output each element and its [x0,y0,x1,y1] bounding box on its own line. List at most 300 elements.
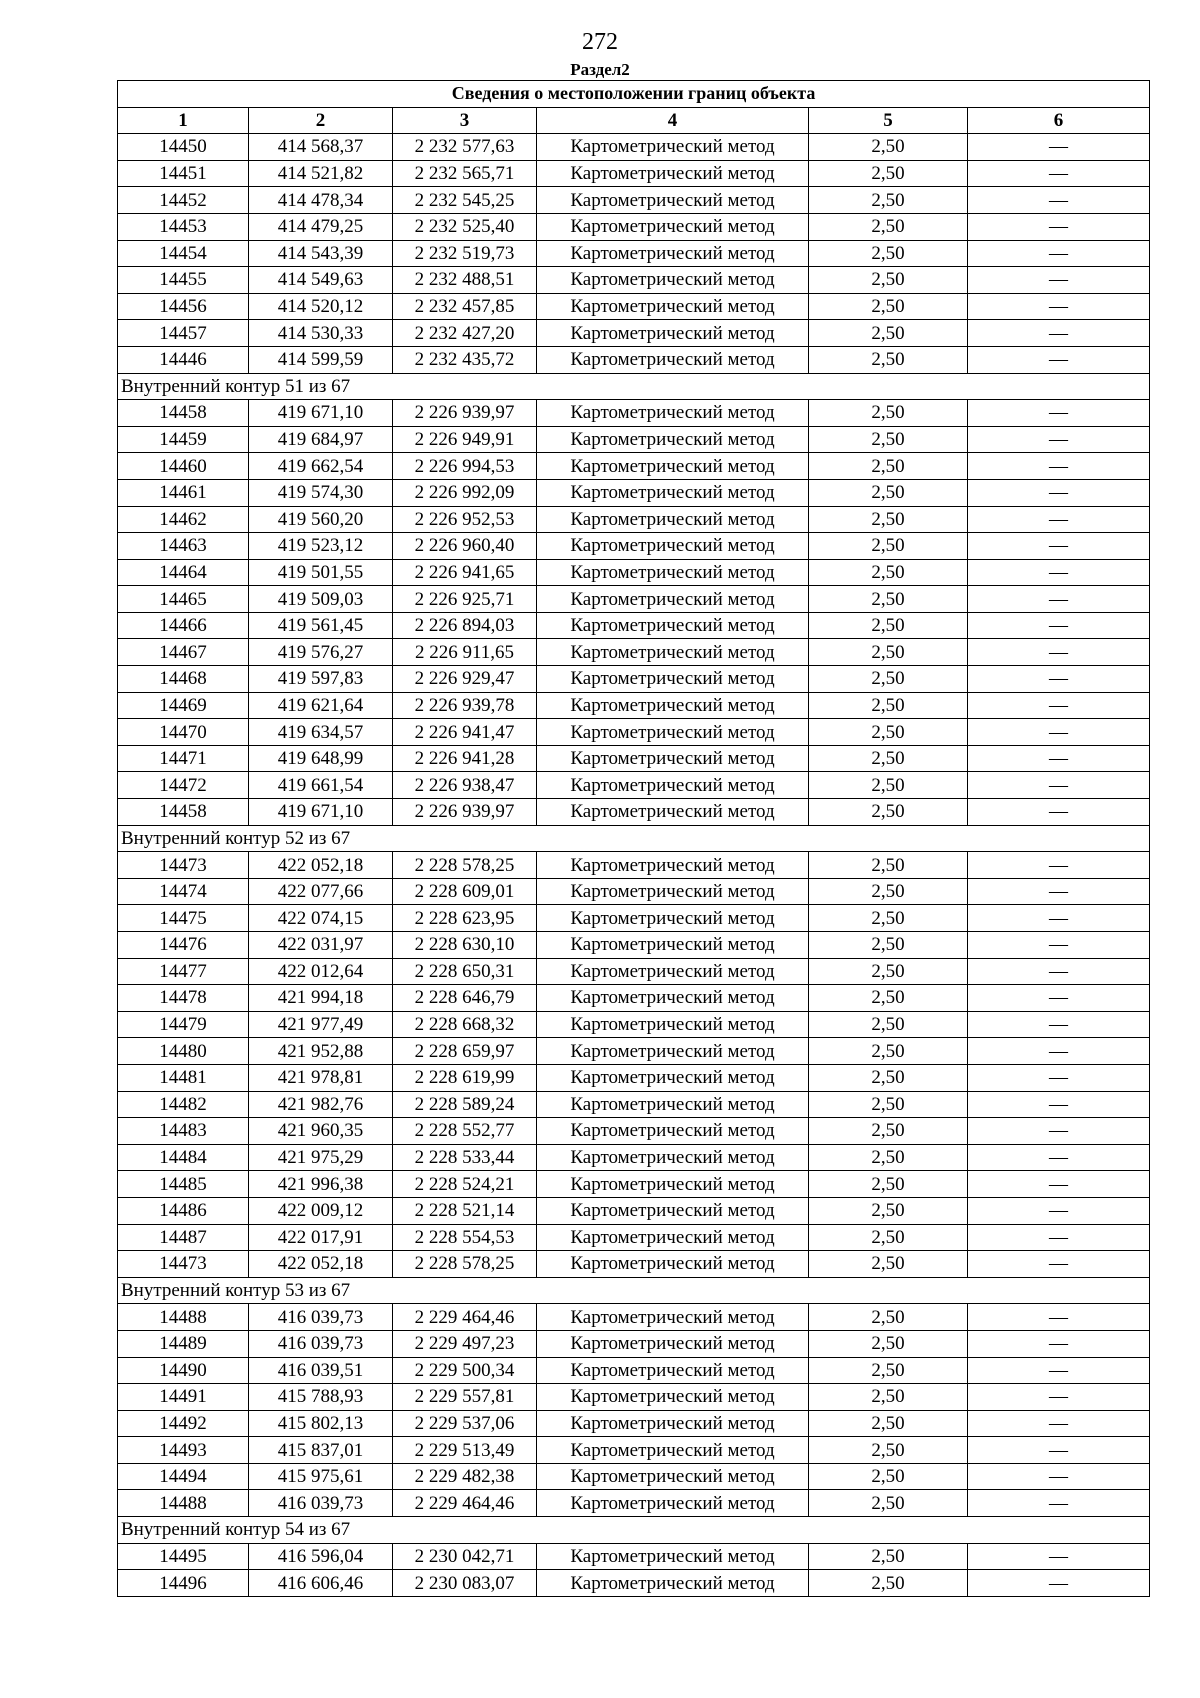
y-coordinate-cell: 2 226 939,97 [393,400,537,427]
method-cell: Картометрический метод [537,453,809,480]
method-cell: Картометрический метод [537,267,809,294]
description-cell: — [968,639,1150,666]
table-row [118,1357,1150,1384]
accuracy-cell: 2,50 [809,426,968,453]
x-coordinate-cell: 415 837,01 [249,1437,393,1464]
accuracy-cell: 2,50 [809,666,968,693]
point-number-cell: 14495 [118,1543,249,1570]
table-row [118,772,1150,799]
description-cell: — [968,1171,1150,1198]
y-coordinate-cell: 2 228 552,77 [393,1118,537,1145]
y-coordinate-cell: 2 229 464,46 [393,1304,537,1331]
description-cell: — [968,267,1150,294]
x-coordinate-cell: 422 017,91 [249,1224,393,1251]
table-row [118,267,1150,294]
y-coordinate-cell: 2 232 488,51 [393,267,537,294]
x-coordinate-cell: 421 975,29 [249,1144,393,1171]
contour-title: Внутренний контур 53 из 67 [118,1277,1150,1304]
y-coordinate-cell: 2 226 941,65 [393,559,537,586]
y-coordinate-cell: 2 228 668,32 [393,1011,537,1038]
method-cell: Картометрический метод [537,958,809,985]
method-cell: Картометрический метод [537,1038,809,1065]
table-row [118,1171,1150,1198]
table-row [118,1091,1150,1118]
accuracy-cell: 2,50 [809,293,968,320]
description-cell: — [968,1251,1150,1278]
y-coordinate-cell: 2 229 513,49 [393,1437,537,1464]
method-cell: Картометрический метод [537,1543,809,1570]
accuracy-cell: 2,50 [809,1304,968,1331]
accuracy-cell: 2,50 [809,878,968,905]
x-coordinate-cell: 414 521,82 [249,160,393,187]
accuracy-cell: 2,50 [809,719,968,746]
x-coordinate-cell: 421 960,35 [249,1118,393,1145]
description-cell: — [968,772,1150,799]
description-cell: — [968,1384,1150,1411]
x-coordinate-cell: 419 661,54 [249,772,393,799]
description-cell: — [968,1490,1150,1517]
x-coordinate-cell: 414 549,63 [249,267,393,294]
point-number-cell: 14465 [118,586,249,613]
method-cell: Картометрический метод [537,586,809,613]
accuracy-cell: 2,50 [809,1251,968,1278]
accuracy-cell: 2,50 [809,1144,968,1171]
table-row [118,1064,1150,1091]
method-cell: Картометрический метод [537,1304,809,1331]
point-number-cell: 14476 [118,932,249,959]
accuracy-cell: 2,50 [809,1384,968,1411]
method-cell: Картометрический метод [537,1410,809,1437]
point-number-cell: 14462 [118,506,249,533]
x-coordinate-cell: 422 074,15 [249,905,393,932]
y-coordinate-cell: 2 232 577,63 [393,134,537,161]
x-coordinate-cell: 419 662,54 [249,453,393,480]
method-cell: Картометрический метод [537,187,809,214]
y-coordinate-cell: 2 229 497,23 [393,1330,537,1357]
x-coordinate-cell: 422 012,64 [249,958,393,985]
description-cell: — [968,559,1150,586]
x-coordinate-cell: 419 671,10 [249,799,393,826]
accuracy-cell: 2,50 [809,1570,968,1597]
table-row [118,692,1150,719]
y-coordinate-cell: 2 230 083,07 [393,1570,537,1597]
accuracy-cell: 2,50 [809,533,968,560]
point-number-cell: 14459 [118,426,249,453]
method-cell: Картометрический метод [537,1224,809,1251]
table-row [118,1197,1150,1224]
x-coordinate-cell: 419 576,27 [249,639,393,666]
y-coordinate-cell: 2 228 521,14 [393,1197,537,1224]
method-cell: Картометрический метод [537,878,809,905]
accuracy-cell: 2,50 [809,160,968,187]
y-coordinate-cell: 2 226 960,40 [393,533,537,560]
table-row [118,1038,1150,1065]
y-coordinate-cell: 2 229 557,81 [393,1384,537,1411]
point-number-cell: 14489 [118,1330,249,1357]
y-coordinate-cell: 2 228 589,24 [393,1091,537,1118]
contour-title: Внутренний контур 54 из 67 [118,1517,1150,1544]
table-row [118,1144,1150,1171]
contour-header-row [118,373,1150,400]
table-row [118,878,1150,905]
accuracy-cell: 2,50 [809,905,968,932]
accuracy-cell: 2,50 [809,267,968,294]
y-coordinate-cell: 2 232 457,85 [393,293,537,320]
table-row [118,453,1150,480]
x-coordinate-cell: 416 039,51 [249,1357,393,1384]
point-number-cell: 14454 [118,240,249,267]
point-number-cell: 14493 [118,1437,249,1464]
x-coordinate-cell: 414 568,37 [249,134,393,161]
method-cell: Картометрический метод [537,932,809,959]
method-cell: Картометрический метод [537,479,809,506]
table-row [118,719,1150,746]
y-coordinate-cell: 2 228 578,25 [393,852,537,879]
point-number-cell: 14470 [118,719,249,746]
method-cell: Картометрический метод [537,692,809,719]
y-coordinate-cell: 2 228 554,53 [393,1224,537,1251]
method-cell: Картометрический метод [537,852,809,879]
x-coordinate-cell: 419 634,57 [249,719,393,746]
point-number-cell: 14473 [118,852,249,879]
description-cell: — [968,426,1150,453]
table-row [118,639,1150,666]
y-coordinate-cell: 2 226 894,03 [393,612,537,639]
y-coordinate-cell: 2 226 939,97 [393,799,537,826]
description-cell: — [968,1304,1150,1331]
method-cell: Картометрический метод [537,1011,809,1038]
table-row [118,1224,1150,1251]
description-cell: — [968,905,1150,932]
x-coordinate-cell: 414 520,12 [249,293,393,320]
column-header-4: 4 [537,107,809,134]
y-coordinate-cell: 2 226 992,09 [393,479,537,506]
method-cell: Картометрический метод [537,1197,809,1224]
y-coordinate-cell: 2 232 435,72 [393,346,537,373]
accuracy-cell: 2,50 [809,745,968,772]
description-cell: — [968,852,1150,879]
point-number-cell: 14455 [118,267,249,294]
accuracy-cell: 2,50 [809,1357,968,1384]
point-number-cell: 14458 [118,400,249,427]
description-cell: — [968,187,1150,214]
accuracy-cell: 2,50 [809,852,968,879]
point-number-cell: 14468 [118,666,249,693]
method-cell: Картометрический метод [537,160,809,187]
point-number-cell: 14496 [118,1570,249,1597]
description-cell: — [968,400,1150,427]
x-coordinate-cell: 416 039,73 [249,1490,393,1517]
y-coordinate-cell: 2 228 533,44 [393,1144,537,1171]
y-coordinate-cell: 2 226 941,28 [393,745,537,772]
method-cell: Картометрический метод [537,1118,809,1145]
accuracy-cell: 2,50 [809,985,968,1012]
point-number-cell: 14453 [118,213,249,240]
table-row [118,1251,1150,1278]
description-cell: — [968,293,1150,320]
accuracy-cell: 2,50 [809,586,968,613]
description-cell: — [968,1197,1150,1224]
description-cell: — [968,134,1150,161]
table-body [118,134,1150,1597]
y-coordinate-cell: 2 229 482,38 [393,1463,537,1490]
contour-title: Внутренний контур 52 из 67 [118,825,1150,852]
accuracy-cell: 2,50 [809,612,968,639]
description-cell: — [968,1064,1150,1091]
point-number-cell: 14478 [118,985,249,1012]
y-coordinate-cell: 2 228 578,25 [393,1251,537,1278]
accuracy-cell: 2,50 [809,772,968,799]
table-row [118,905,1150,932]
method-cell: Картометрический метод [537,772,809,799]
table-row [118,479,1150,506]
y-coordinate-cell: 2 228 646,79 [393,985,537,1012]
table-row [118,506,1150,533]
point-number-cell: 14481 [118,1064,249,1091]
description-cell: — [968,240,1150,267]
accuracy-cell: 2,50 [809,134,968,161]
table-row [118,666,1150,693]
description-cell: — [968,612,1150,639]
description-cell: — [968,160,1150,187]
accuracy-cell: 2,50 [809,1410,968,1437]
contour-header-row [118,1517,1150,1544]
description-cell: — [968,213,1150,240]
description-cell: — [968,346,1150,373]
point-number-cell: 14482 [118,1091,249,1118]
column-header-6: 6 [968,107,1150,134]
description-cell: — [968,479,1150,506]
column-header-3: 3 [393,107,537,134]
method-cell: Картометрический метод [537,1570,809,1597]
table-row [118,1410,1150,1437]
description-cell: — [968,958,1150,985]
x-coordinate-cell: 419 561,45 [249,612,393,639]
accuracy-cell: 2,50 [809,1064,968,1091]
method-cell: Картометрический метод [537,1384,809,1411]
table-row [118,799,1150,826]
method-cell: Картометрический метод [537,639,809,666]
accuracy-cell: 2,50 [809,932,968,959]
x-coordinate-cell: 416 606,46 [249,1570,393,1597]
description-cell: — [968,1118,1150,1145]
point-number-cell: 14479 [118,1011,249,1038]
accuracy-cell: 2,50 [809,213,968,240]
point-number-cell: 14486 [118,1197,249,1224]
accuracy-cell: 2,50 [809,1171,968,1198]
x-coordinate-cell: 419 501,55 [249,559,393,586]
x-coordinate-cell: 422 009,12 [249,1197,393,1224]
table-row [118,293,1150,320]
contour-title: Внутренний контур 51 из 67 [118,373,1150,400]
x-coordinate-cell: 421 996,38 [249,1171,393,1198]
x-coordinate-cell: 422 052,18 [249,1251,393,1278]
point-number-cell: 14466 [118,612,249,639]
point-number-cell: 14460 [118,453,249,480]
accuracy-cell: 2,50 [809,692,968,719]
table-row [118,187,1150,214]
description-cell: — [968,1330,1150,1357]
table-row [118,1490,1150,1517]
y-coordinate-cell: 2 228 659,97 [393,1038,537,1065]
y-coordinate-cell: 2 230 042,71 [393,1543,537,1570]
point-number-cell: 14464 [118,559,249,586]
table-row [118,612,1150,639]
description-cell: — [968,453,1150,480]
point-number-cell: 14472 [118,772,249,799]
y-coordinate-cell: 2 226 929,47 [393,666,537,693]
accuracy-cell: 2,50 [809,320,968,347]
y-coordinate-cell: 2 229 537,06 [393,1410,537,1437]
contour-header-row [118,825,1150,852]
column-header-5: 5 [809,107,968,134]
accuracy-cell: 2,50 [809,1437,968,1464]
table-row [118,985,1150,1012]
y-coordinate-cell: 2 226 925,71 [393,586,537,613]
x-coordinate-cell: 419 509,03 [249,586,393,613]
accuracy-cell: 2,50 [809,799,968,826]
point-number-cell: 14477 [118,958,249,985]
x-coordinate-cell: 414 543,39 [249,240,393,267]
y-coordinate-cell: 2 228 650,31 [393,958,537,985]
table-row [118,559,1150,586]
page-number: 272 [582,29,618,55]
y-coordinate-cell: 2 232 525,40 [393,213,537,240]
method-cell: Картометрический метод [537,293,809,320]
accuracy-cell: 2,50 [809,1091,968,1118]
accuracy-cell: 2,50 [809,1330,968,1357]
point-number-cell: 14473 [118,1251,249,1278]
x-coordinate-cell: 415 802,13 [249,1410,393,1437]
table-row [118,400,1150,427]
accuracy-cell: 2,50 [809,639,968,666]
description-cell: — [968,799,1150,826]
table-caption: Сведения о местоположении границ объекта [118,81,1150,108]
point-number-cell: 14487 [118,1224,249,1251]
method-cell: Картометрический метод [537,1091,809,1118]
table-row [118,213,1150,240]
y-coordinate-cell: 2 228 623,95 [393,905,537,932]
point-number-cell: 14494 [118,1463,249,1490]
y-coordinate-cell: 2 226 994,53 [393,453,537,480]
x-coordinate-cell: 414 599,59 [249,346,393,373]
method-cell: Картометрический метод [537,533,809,560]
method-cell: Картометрический метод [537,506,809,533]
description-cell: — [968,586,1150,613]
y-coordinate-cell: 2 226 952,53 [393,506,537,533]
table-row [118,1304,1150,1331]
point-number-cell: 14469 [118,692,249,719]
method-cell: Картометрический метод [537,719,809,746]
accuracy-cell: 2,50 [809,1118,968,1145]
method-cell: Картометрический метод [537,985,809,1012]
point-number-cell: 14484 [118,1144,249,1171]
point-number-cell: 14474 [118,878,249,905]
description-cell: — [968,1570,1150,1597]
point-number-cell: 14483 [118,1118,249,1145]
x-coordinate-cell: 419 684,97 [249,426,393,453]
method-cell: Картометрический метод [537,559,809,586]
accuracy-cell: 2,50 [809,400,968,427]
point-number-cell: 14475 [118,905,249,932]
boundary-table [117,80,1150,1597]
table-row [118,1011,1150,1038]
description-cell: — [968,1038,1150,1065]
accuracy-cell: 2,50 [809,1490,968,1517]
point-number-cell: 14467 [118,639,249,666]
method-cell: Картометрический метод [537,1064,809,1091]
method-cell: Картометрический метод [537,1357,809,1384]
description-cell: — [968,533,1150,560]
column-header-1: 1 [118,107,249,134]
accuracy-cell: 2,50 [809,479,968,506]
description-cell: — [968,1463,1150,1490]
method-cell: Картометрический метод [537,1171,809,1198]
accuracy-cell: 2,50 [809,187,968,214]
description-cell: — [968,1437,1150,1464]
x-coordinate-cell: 415 788,93 [249,1384,393,1411]
y-coordinate-cell: 2 228 609,01 [393,878,537,905]
point-number-cell: 14458 [118,799,249,826]
y-coordinate-cell: 2 226 949,91 [393,426,537,453]
table-row [118,1330,1150,1357]
y-coordinate-cell: 2 232 545,25 [393,187,537,214]
description-cell: — [968,506,1150,533]
table-row [118,1570,1150,1597]
x-coordinate-cell: 421 994,18 [249,985,393,1012]
accuracy-cell: 2,50 [809,1463,968,1490]
method-cell: Картометрический метод [537,400,809,427]
description-cell: — [968,878,1150,905]
accuracy-cell: 2,50 [809,506,968,533]
table-row [118,1118,1150,1145]
method-cell: Картометрический метод [537,213,809,240]
point-number-cell: 14451 [118,160,249,187]
table-row [118,134,1150,161]
y-coordinate-cell: 2 226 939,78 [393,692,537,719]
y-coordinate-cell: 2 228 524,21 [393,1171,537,1198]
accuracy-cell: 2,50 [809,346,968,373]
point-number-cell: 14485 [118,1171,249,1198]
point-number-cell: 14488 [118,1304,249,1331]
table-row [118,1463,1150,1490]
accuracy-cell: 2,50 [809,1038,968,1065]
description-cell: — [968,1091,1150,1118]
x-coordinate-cell: 421 978,81 [249,1064,393,1091]
point-number-cell: 14471 [118,745,249,772]
point-number-cell: 14463 [118,533,249,560]
method-cell: Картометрический метод [537,1251,809,1278]
y-coordinate-cell: 2 226 911,65 [393,639,537,666]
x-coordinate-cell: 419 597,83 [249,666,393,693]
accuracy-cell: 2,50 [809,958,968,985]
point-number-cell: 14457 [118,320,249,347]
method-cell: Картометрический метод [537,1463,809,1490]
description-cell: — [968,719,1150,746]
table-row [118,1543,1150,1570]
y-coordinate-cell: 2 232 427,20 [393,320,537,347]
x-coordinate-cell: 421 982,76 [249,1091,393,1118]
method-cell: Картометрический метод [537,1144,809,1171]
point-number-cell: 14461 [118,479,249,506]
x-coordinate-cell: 416 039,73 [249,1330,393,1357]
point-number-cell: 14450 [118,134,249,161]
table-row [118,160,1150,187]
accuracy-cell: 2,50 [809,1011,968,1038]
method-cell: Картометрический метод [537,799,809,826]
accuracy-cell: 2,50 [809,1197,968,1224]
method-cell: Картометрический метод [537,1490,809,1517]
